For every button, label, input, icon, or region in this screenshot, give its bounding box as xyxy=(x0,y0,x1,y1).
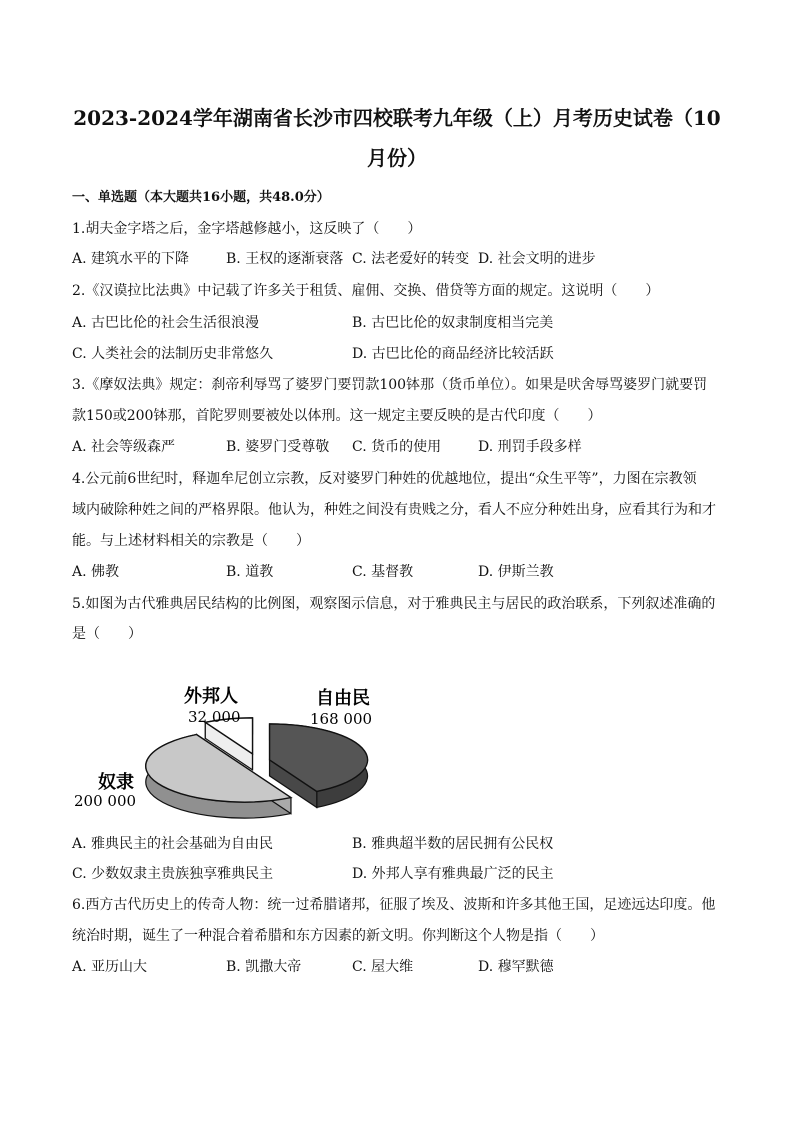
section-heading: 一、单选题（本大题共16小题，共48.0分） xyxy=(72,190,330,205)
q5-option-a: A. 雅典民主的社会基础为自由民 xyxy=(72,836,274,852)
q1-option-b: B. 王权的逐渐衰落 xyxy=(226,251,344,267)
q6-stem-line-1: 6.西方古代历史上的传奇人物：统一过希腊诸邦，征服了埃及、波斯和许多其他王国，足迹远达印度。他 xyxy=(72,897,716,913)
q1-stem: 1.胡夫金字塔之后，金字塔越修越小，这反映了（ ） xyxy=(72,221,422,237)
q5-stem-line-1: 5.如图为古代雅典居民结构的比例图，观察图示信息，对于雅典民主与居民的政治联系，下列叙述准确的 xyxy=(72,596,716,612)
q4-option-c: C. 基督教 xyxy=(352,564,414,580)
q4-stem-line-1: 4.公元前6世纪时，释迦牟尼创立宗教，反对婆罗门种姓的优越地位，提出“众生平等”，力图在宗教领 xyxy=(72,471,697,487)
label-slaves-value: 200 000 xyxy=(74,792,137,810)
q5-option-c: C. 少数奴隶主贵族独享雅典民主 xyxy=(72,866,274,882)
q2-stem: 2.《汉谟拉比法典》中记载了许多关于租赁、雇佣、交换、借贷等方面的规定。这说明（ ） xyxy=(72,283,660,299)
label-slaves-name: 奴隶 xyxy=(98,772,134,793)
q6-option-c: C. 屋大维 xyxy=(352,959,414,975)
q3-option-a: A. 社会等级森严 xyxy=(72,439,176,455)
q1-option-c: C. 法老爱好的转变 xyxy=(352,251,470,267)
q3-option-b: B. 婆罗门受尊敬 xyxy=(226,439,330,455)
q3-stem-line-1: 3.《摩奴法典》规定：刹帝利辱骂了婆罗门要罚款100钵那（货币单位）。如果是吠舍辱骂婆罗门就要罚 xyxy=(72,377,708,393)
title-line-2: 月份） xyxy=(367,146,427,170)
title-line-1: 2023-2024学年湖南省长沙市四校联考九年级（上）月考历史试卷（10 xyxy=(73,106,721,130)
q3-option-d: D. 刑罚手段多样 xyxy=(478,439,582,455)
q4-option-a: A. 佛教 xyxy=(72,564,120,580)
q2-option-d: D. 古巴比伦的商品经济比较活跃 xyxy=(352,346,554,362)
label-freemen-name: 自由民 xyxy=(316,688,370,709)
q5-stem-line-2: 是（ ） xyxy=(72,626,142,642)
q6-option-a: A. 亚历山大 xyxy=(72,959,148,975)
q2-option-c: C. 人类社会的法制历史非常悠久 xyxy=(72,346,274,362)
q1-option-a: A. 建筑水平的下降 xyxy=(72,251,190,267)
q3-option-c: C. 货币的使用 xyxy=(352,439,442,455)
q4-option-d: D. 伊斯兰教 xyxy=(478,564,554,580)
exam-title xyxy=(60,98,734,178)
q3-stem-line-2: 款150或200钵那，首陀罗则要被处以体刑。这一规定主要反映的是古代印度（ ） xyxy=(72,408,602,424)
q6-stem-line-2: 统治时期，诞生了一种混合着希腊和东方因素的新文明。你判断这个人物是指（ ） xyxy=(72,928,604,944)
q5-option-d: D. 外邦人享有雅典最广泛的民主 xyxy=(352,866,554,882)
q1-option-d: D. 社会文明的进步 xyxy=(478,251,596,267)
q2-option-b: B. 古巴比伦的奴隶制度相当完美 xyxy=(352,315,554,331)
label-foreigners-value: 32 000 xyxy=(188,708,241,726)
q2-option-a: A. 古巴比伦的社会生活很浪漫 xyxy=(72,315,260,331)
q6-option-b: B. 凯撒大帝 xyxy=(226,959,302,975)
population-pie-chart xyxy=(60,680,400,820)
q4-stem-line-2: 域内破除种姓之间的严格界限。他认为，种姓之间没有贵贱之分，看人不应分种姓出身，应看其行为和才 xyxy=(72,502,716,518)
label-freemen-value: 168 000 xyxy=(310,710,373,728)
q6-option-d: D. 穆罕默德 xyxy=(478,959,554,975)
label-foreigners-name: 外邦人 xyxy=(184,686,238,707)
q4-stem-line-3: 能。与上述材料相关的宗教是（ ） xyxy=(72,533,310,549)
q5-option-b: B. 雅典超半数的居民拥有公民权 xyxy=(352,836,554,852)
q4-option-b: B. 道教 xyxy=(226,564,274,580)
